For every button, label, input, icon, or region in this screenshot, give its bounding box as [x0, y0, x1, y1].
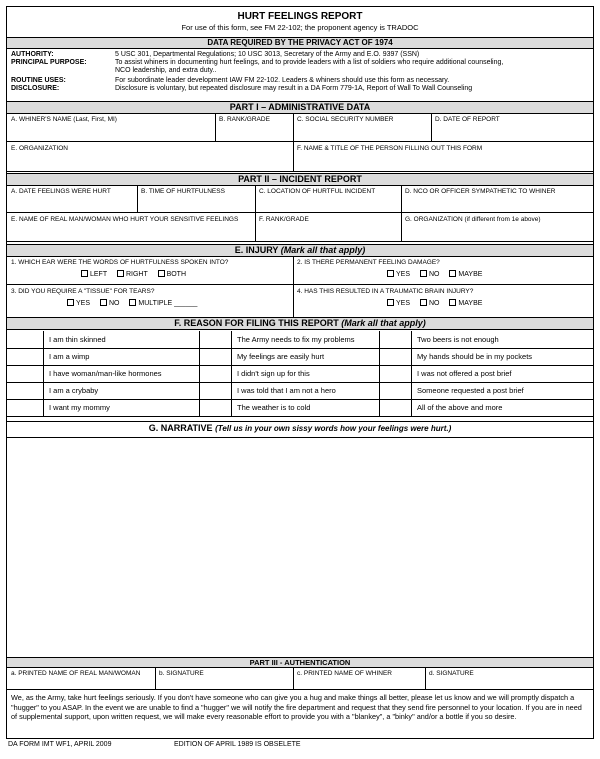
ear-right-checkbox[interactable] [117, 270, 124, 277]
part1-heading: PART I – ADMINISTRATIVE DATA [7, 101, 593, 114]
privacy-statement [7, 51, 593, 101]
routine-text: For subordinate leader development IAW FM 22-102. Leaders & whiners should use this form as necessary. [115, 77, 450, 84]
reason-col3-item: All of the above and more [417, 403, 503, 412]
purpose-text: To assist whiners in documenting hurt feelings, and to provide leaders with a list of soldiers who require additional counseling, [115, 59, 504, 66]
disclosure-text: Disclosure is voluntary, but repeated disclosure may result in a DA Form 779-1A, Report of Wall To Wall Counseling [115, 85, 473, 92]
reason-col1-item: I am a wimp [49, 352, 90, 361]
form-title: HURT FEELINGS REPORT [237, 11, 363, 22]
reason-col2-item: The weather is to cold [237, 403, 311, 412]
ear-left-checkbox[interactable] [81, 270, 88, 277]
damage-maybe-checkbox[interactable] [449, 270, 456, 277]
tbi-no-checkbox[interactable] [420, 299, 427, 306]
offender-rank-field[interactable]: F. RANK/GRADE [259, 216, 309, 223]
preparer-name-field[interactable]: F. NAME & TITLE OF THE PERSON FILLING OUT THIS FORM [297, 145, 483, 152]
reason-col3-item: I was not offered a post brief [417, 369, 512, 378]
reason-col1-item: I have woman/man-like hormones [49, 369, 162, 378]
injury-q2-label: 2. IS THERE PERMANENT FEELING DAMAGE? [297, 259, 440, 266]
offender-name-field[interactable]: E. NAME OF REAL MAN/WOMAN WHO HURT YOUR SENSITIVE FEELINGS [11, 216, 239, 223]
reason-col2-item: I was told that I am not a hero [237, 386, 336, 395]
whiner-signature-field[interactable]: d. SIGNATURE [429, 670, 474, 677]
ear-both-checkbox[interactable] [158, 270, 165, 277]
reason-col3-checkboxes[interactable] [379, 331, 411, 416]
offender-org-field[interactable]: G. ORGANIZATION (if different from 1e above) [405, 216, 541, 223]
authority-label: AUTHORITY: [11, 51, 54, 58]
damage-no-checkbox[interactable] [420, 270, 427, 277]
part3-heading: PART III - AUTHENTICATION [7, 657, 593, 668]
date-of-report-field[interactable]: D. DATE OF REPORT [435, 116, 500, 123]
routine-label: ROUTINE USES: [11, 77, 66, 84]
injury-q4-options: YES NO MAYBE [387, 299, 482, 307]
part2-heading: PART II – INCIDENT REPORT [7, 173, 593, 186]
reason-col1-item: I am thin skinned [49, 335, 106, 344]
location-field[interactable]: C. LOCATION OF HURTFUL INCIDENT [259, 188, 376, 195]
damage-yes-checkbox[interactable] [387, 270, 394, 277]
real-person-name-field[interactable]: a. PRINTED NAME OF REAL MAN/WOMAN [11, 670, 141, 677]
tissue-multiple-checkbox[interactable] [129, 299, 136, 306]
form-subtitle: For use of this form, see FM 22-102; the proponent agency is TRADOC [181, 23, 419, 32]
sympathetic-nco-field[interactable]: D. NCO OR OFFICER SYMPATHETIC TO WHINER [405, 188, 556, 195]
whiner-name-field[interactable]: A. WHINER'S NAME (Last, First, MI) [11, 116, 117, 123]
reason-col1-checkboxes[interactable] [7, 331, 43, 416]
injury-q3-options: YES NO MULTIPLE ______ [67, 299, 197, 307]
authority-text: 5 USC 301, Departmental Regulations; 10 USC 3013, Secretary of the Army and E.O. 9397 (SSN) [115, 51, 420, 58]
reason-col1-item: I am a crybaby [49, 386, 99, 395]
reason-col2-item: The Army needs to fix my problems [237, 335, 355, 344]
tissue-no-checkbox[interactable] [100, 299, 107, 306]
narrative-heading: G. NARRATIVE (Tell us in your own sissy words how your feelings were hurt.) [148, 423, 452, 433]
privacy-heading: DATA REQUIRED BY THE PRIVACY ACT OF 1974 [7, 37, 593, 49]
organization-field[interactable]: E. ORGANIZATION [11, 145, 68, 152]
injury-q3-label: 3. DID YOU REQUIRE A "TISSUE" FOR TEARS? [11, 288, 155, 295]
real-person-signature-field[interactable]: b. SIGNATURE [159, 670, 204, 677]
injury-q1-options: LEFT RIGHT BOTH [81, 270, 186, 278]
narrative-note: (Tell us in your own sissy words how your feelings were hurt.) [215, 424, 452, 433]
reason-col1-item: I want my mommy [49, 403, 110, 412]
whiner-printed-name-field[interactable]: c. PRINTED NAME OF WHINER [297, 670, 392, 677]
hurt-feelings-form [6, 6, 594, 739]
reason-col3-item: Someone requested a post brief [417, 386, 524, 395]
injury-heading-note: (Mark all that apply) [280, 245, 366, 255]
tbi-maybe-checkbox[interactable] [449, 299, 456, 306]
ssn-field[interactable]: C. SOCIAL SECURITY NUMBER [297, 116, 394, 123]
narrative-textarea[interactable] [7, 438, 593, 657]
edition-note: EDITION OF APRIL 1989 IS OBSELETE [174, 741, 301, 748]
injury-q1-label: 1. WHICH EAR WERE THE WORDS OF HURTFULNESS SPOKEN INTO? [11, 259, 229, 266]
reason-col3-item: Two beers is not enough [417, 335, 499, 344]
reason-col3-item: My hands should be in my pockets [417, 352, 533, 361]
closing-statement: We, as the Army, take hurt feelings seriously. If you don't have someone who can give you a hug and make things all better, please let us know and we will promptly dispatch a "hugger" to you ASAP. In the event we are unable to find a "hugger" we will notify the fire department and request that they send fire personnel to your location. If you are in need of supplemental support, upon written request, we will make every reasonable effort to provide you with a "blankey", a "binky" and/or a bottle if you so desire. [11, 693, 582, 721]
rank-grade-field[interactable]: B. RANK/GRADE [219, 116, 270, 123]
reason-col2-item: I didn't sign up for this [237, 369, 310, 378]
reason-heading: F. REASON FOR FILING THIS REPORT (Mark all that apply) [7, 317, 593, 330]
date-hurt-field[interactable]: A. DATE FEELINGS WERE HURT [11, 188, 111, 195]
time-hurt-field[interactable]: B. TIME OF HURTFULNESS [141, 188, 225, 195]
reason-col2-checkboxes[interactable] [199, 331, 231, 416]
purpose-text-2: NCO leadership, and extra duty.. [115, 67, 217, 74]
tissue-yes-checkbox[interactable] [67, 299, 74, 306]
form-id: DA FORM IMT WF1, APRIL 2009 [8, 741, 112, 748]
injury-q4-label: 4. HAS THIS RESULTED IN A TRAUMATIC BRAIN INJURY? [297, 288, 474, 295]
reason-col2-item: My feelings are easily hurt [237, 352, 325, 361]
injury-q2-options: YES NO MAYBE [387, 270, 482, 278]
injury-heading: E. INJURY (Mark all that apply) [7, 244, 593, 257]
purpose-label: PRINCIPAL PURPOSE: [11, 59, 87, 66]
disclosure-label: DISCLOSURE: [11, 85, 60, 92]
reason-heading-note: (Mark all that apply) [341, 318, 426, 328]
tbi-yes-checkbox[interactable] [387, 299, 394, 306]
